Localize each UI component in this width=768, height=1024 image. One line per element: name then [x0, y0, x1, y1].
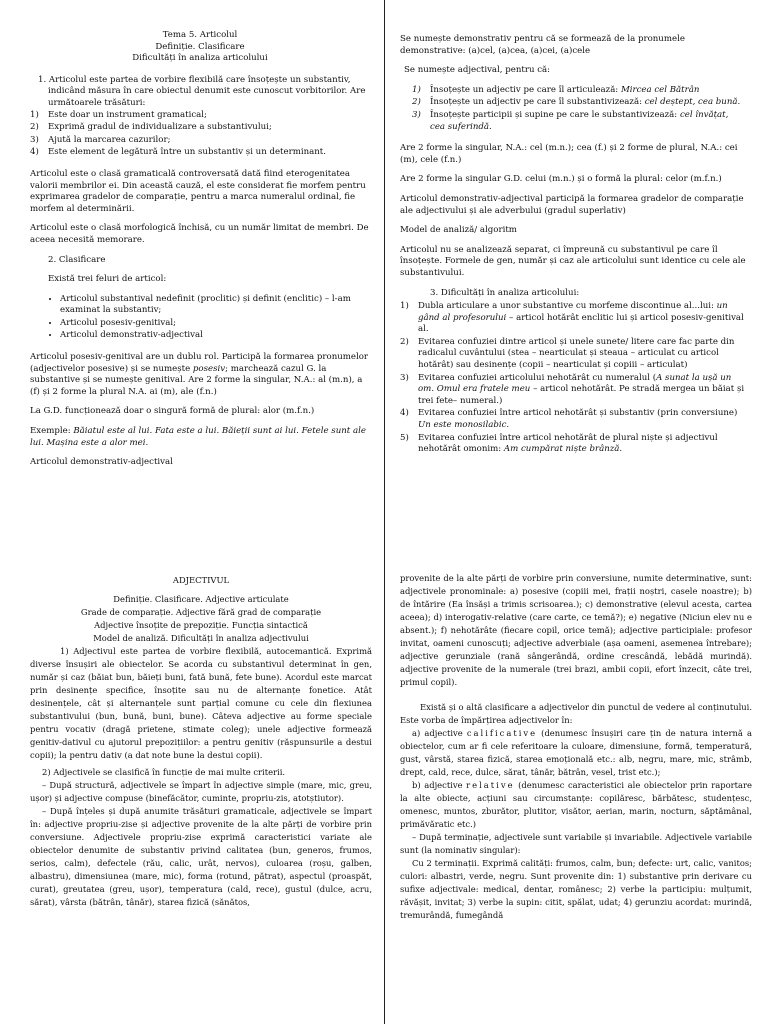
- section-heading: 2. Clasificare: [48, 254, 106, 265]
- paragraph: Articolul este o clasă gramaticală controversată dată fiind eterogenitatea valorii membrilor ei. Din această cauză, el este considerat fie morfem pentru exprimarea gradelor de comparație, pentru a marca numeralul ordinal, fie morfem al determinării.: [30, 168, 366, 214]
- paragraph: 1) Adjectivul este partea de vorbire flexibilă, autocemantică. Exprimă diverse însușiri ale obiectelor. Se acorda cu substantivul determinat în gen, număr și caz (băiat bun, băieți buni, fată bună, fete bune). Acordul este marcat prin desinențe specifice, însoțite sau nu de alternanțe fonetice. Atât desinențele, cât și alternanțele sunt parțial comune cu cele din flexiunea substantivului (bun, bună, buni, bune). Câteva adjective au forme speciale pentru vocativ (dragă prietene, stimate coleg); unele adjective formează genitiv-dativul cu ajutorul prepozițiilor: a pentru genitiv (răspunsurile a destui copii); la pentru dativ (a dat note bune la destui copii).: [30, 646, 372, 761]
- paragraph: – După structură, adjectivele se împart în adjective simple (mare, mic, greu, ușor) și adjective compuse (binefăcător, cuminte, propriu-zis, atotștiutor).: [30, 780, 372, 804]
- paragraph: b) adjective relative (denumesc caracteristici ale obiectelor prin raportare la alte obiecte, acțiuni sau circumstanțe: copilăresc, bărbătesc, studențesc, omenesc, muntos, zburător, plutitor, visător, aerian, marin, nocturn, săptămânal, primăvăratic etc.): [400, 780, 752, 830]
- page-bottom-left: [0, 512, 384, 1024]
- page-subtitle: Model de analiză. Dificultăți în analiza adjectivului: [93, 633, 309, 644]
- page-bottom-right: [384, 512, 768, 1024]
- feature-list: [30, 110, 370, 159]
- paragraph: Articolul nu se analizează separat, ci împreună cu substantivul pe care îl însoțește. Formele de gen, număr și caz ale articolului sunt identice cu cele ale substantivului.: [400, 244, 746, 278]
- paragraph: provenite de la alte părți de vorbire prin conversiune, numite determinative, sunt: adjectivele pronominale: a) posesive (copiii mei, frații noștri, casele noastre); b) de întărire (Ea însăși a trimis scrisoarea.); c) demonstrative (elevul acesta, cartea aceea); d) interogativ-relative (care carte, ce temă?); e) negative (Niciun elev nu e absent.); f) nehotărâte (fiecare copil, orice temă); adjective participiale: profesor invitat, oameni cunoscuți; adjective adverbiale (așa oameni, asemenea întrebare); adjective gerunziale (rană sângerândă, ordine crescândă, lebădă murindă). adjective provenite de la numerale (trei brazi, ambii copii, efort înzecit, câte trei, primul copil).: [400, 573, 752, 688]
- paragraph: Articolul posesiv-genitival are un dublu rol. Participă la formarea pronumelor (adjectivelor posesive) și se numește posesiv; marchează cazul G. la substantive și se numește genitival. Are 2 forme la singular, N.A.: al (m.n), a (f) și 2 forme la plural N.A. ai (m), ale (f.n.): [30, 352, 369, 397]
- page-title: Tema 5. Articolul: [162, 30, 238, 40]
- list-item: 2) Evitarea confuziei dintre articol și unele sunete/ litere care fac parte din radicalul cuvântului (stea – nearticulat și steaua – articulat cu articol hotărât) sau desinențe (copii – nearticulat și copiii – articulat): [400, 336, 735, 371]
- list-item: 1) Însoțește un adjectiv pe care îl articulează: Mircea cel Bătrân: [412, 84, 700, 95]
- list-item: • Articolul demonstrativ-adjectival: [60, 330, 370, 342]
- bullet-list: [30, 294, 370, 342]
- paragraph: Se numește demonstrativ pentru că se formează de la pronumele demonstrative: (a)cel, (a)cea, (a)cei, (a)cele: [400, 34, 685, 56]
- paragraph: La G.D. funcționează doar o singură formă de plural: alor (m.f.n.): [30, 406, 315, 417]
- difficulty-list: [400, 301, 746, 456]
- page-top-left: [0, 0, 384, 512]
- paragraph: 1. Articolul este partea de vorbire flexibilă care însoțește un substantiv, indicând măsura în care obiectul denumit este cunoscut vorbitorilor. Are următoarele trăsături:: [38, 74, 366, 108]
- page-subtitle: Adjective însoțite de prepoziție. Funcția sintactică: [94, 620, 308, 631]
- paragraph: Exemple: Băiatul este al lui. Fata este a lui. Băieții sunt ai lui. Fetele sunt ale lui. Mașina este a alor mei.: [30, 426, 366, 448]
- list-item: • Articolul posesiv-genitival;: [60, 318, 370, 330]
- list-item: 5) Evitarea confuziei între articol nehotărât de plural niște și adjectivul nehotărât omonim: Am cumpărat niște brânză.: [400, 432, 718, 455]
- paragraph: Articolul demonstrativ-adjectival: [30, 457, 173, 468]
- list-item: • Articolul substantival nedefinit (proclitic) și definit (enclitic) – l-am examinat la substantiv;: [60, 294, 370, 317]
- paragraph: Articolul demonstrativ-adjectival participă la formarea gradelor de comparație ale adjectivului și ale adverbului (gradul superlativ): [400, 193, 744, 216]
- list-item: 3) Evitarea confuziei articolului nehotărât cu numeralul (A sunat la ușă un om. Omul era fratele meu – articol nehotărât. Pe stradă mergea un băiat și trei fete– numeral.): [400, 372, 745, 406]
- section-heading: 3. Dificultăți în analiza articolului:: [430, 287, 580, 298]
- paragraph: Are 2 forme la singular G.D. celui (m.n.) și o formă la plural: celor (m.f.n.): [400, 174, 722, 185]
- paragraph: Articolul este o clasă morfologică închisă, cu un număr limitat de membri. De aceea necesită memorare.: [30, 223, 369, 245]
- list-item: 3) Însoțește participii și supine pe care le substantivizează: cel învățat, cea suferindă.: [412, 109, 729, 132]
- page-subtitle: Dificultăți în analiza articolului: [132, 53, 268, 64]
- list-item: 1) Dubla articulare a unor substantive cu morfeme discontinue al...lui: un gând al profesorului – articol hotărât enclitic lui și articol posesiv-genitival al.: [400, 301, 744, 335]
- page-subtitle: Grade de comparație. Adjective fără grad de comparație: [80, 607, 322, 618]
- page-subtitle: Definiție. Clasificare. Adjective articulate: [113, 594, 289, 605]
- page-top-right: [384, 0, 768, 512]
- paragraph: – După terminație, adjectivele sunt variabile și invariabile. Adjectivele variabile sunt (la nominativ singular):: [400, 832, 752, 856]
- list-item: 4) Este element de legătură între un substantiv și un determinant.: [30, 147, 326, 158]
- page-title: ADJECTIVUL: [172, 575, 230, 585]
- paragraph: Se numește adjectival, pentru că:: [404, 65, 551, 76]
- list-item: 2) Exprimă gradul de individualizare a substantivului;: [30, 122, 272, 133]
- list-item: 2) Însoțește un adjectiv pe care îl substantivizează: cel deștept, cea bună.: [412, 97, 741, 108]
- paragraph: Există și o altă clasificare a adjectivelor din punctul de vedere al conținutului. Este vorba de împărțirea adjectivelor în:: [400, 702, 752, 726]
- paragraph: Are 2 forme la singular, N.A.: cel (m.n.); cea (f.) și 2 forme de plural, N.A.: cei (m), cele (f.n.): [400, 143, 738, 165]
- numbered-list: [400, 85, 746, 133]
- page-subtitle: Definiție. Clasificare: [155, 41, 245, 52]
- paragraph: Cu 2 terminații. Exprimă calități: frumos, calm, bun; defecte: urt, calic, vanitos; culori: albastri, verde, negru. Sunt provenite din: 1) substantive prin derivare cu sufixe adjectivale: medical, dentar, românesc; 2) verbe la participiu: mulțumit, răvășit, invitat; 3) verbe la supin: citit, spălat, udat; 4) gerunziu acordat: murindă, tremurândă, fumegândă: [400, 858, 752, 921]
- paragraph: Model de analiză/ algoritm: [400, 225, 517, 236]
- list-item: 1) Este doar un instrument gramatical;: [30, 109, 207, 120]
- paragraph: a) adjective calificative (denumesc însușiri care țin de natura internă a obiectelor, cum ar fi cele referitoare la culoare, dimensiune, formă, temperatură, gust, vârstă, starea fizică, starea emoțională etc.: alb, negru, mare, mic, strâmb, drept, cald, rece, dulce, sărat, tânăr, bătrân, vesel, trist etc.);: [400, 728, 752, 778]
- paragraph: 2) Adjectivele se clasifică în funcție de mai multe criterii.: [42, 767, 286, 778]
- paragraph: – După înțeles și după anumite trăsături gramaticale, adjectivele se împart în: adjective propriu-zise și adjective provenite de la alte părți de vorbire prin conversiune. Adjectivele propriu-zise exprimă caracteristici variate ale obiectelor denumite de substantiv privind calitatea (bun, generos, frumos, serios, calm), defectele (rău, calic, urât, nervos), culoarea (roșu, galben, albastru), dimensiunea (mare, mic), forma (rotund, pătrat), aspectul (proaspăt, curat), greutatea (greu, ușor), temperatura (cald, rece), gustul (dulce, acru, sărat), vârsta (bătrân, tânăr), starea fizică (sănătos,: [30, 806, 372, 908]
- list-item: 4) Evitarea confuziei între articol nehotărât și substantiv (prin conversiune) Un este monosilabic.: [400, 408, 738, 431]
- list-item: 3) Ajută la marcarea cazurilor;: [30, 134, 171, 145]
- paragraph: Există trei feluri de articol:: [48, 274, 167, 285]
